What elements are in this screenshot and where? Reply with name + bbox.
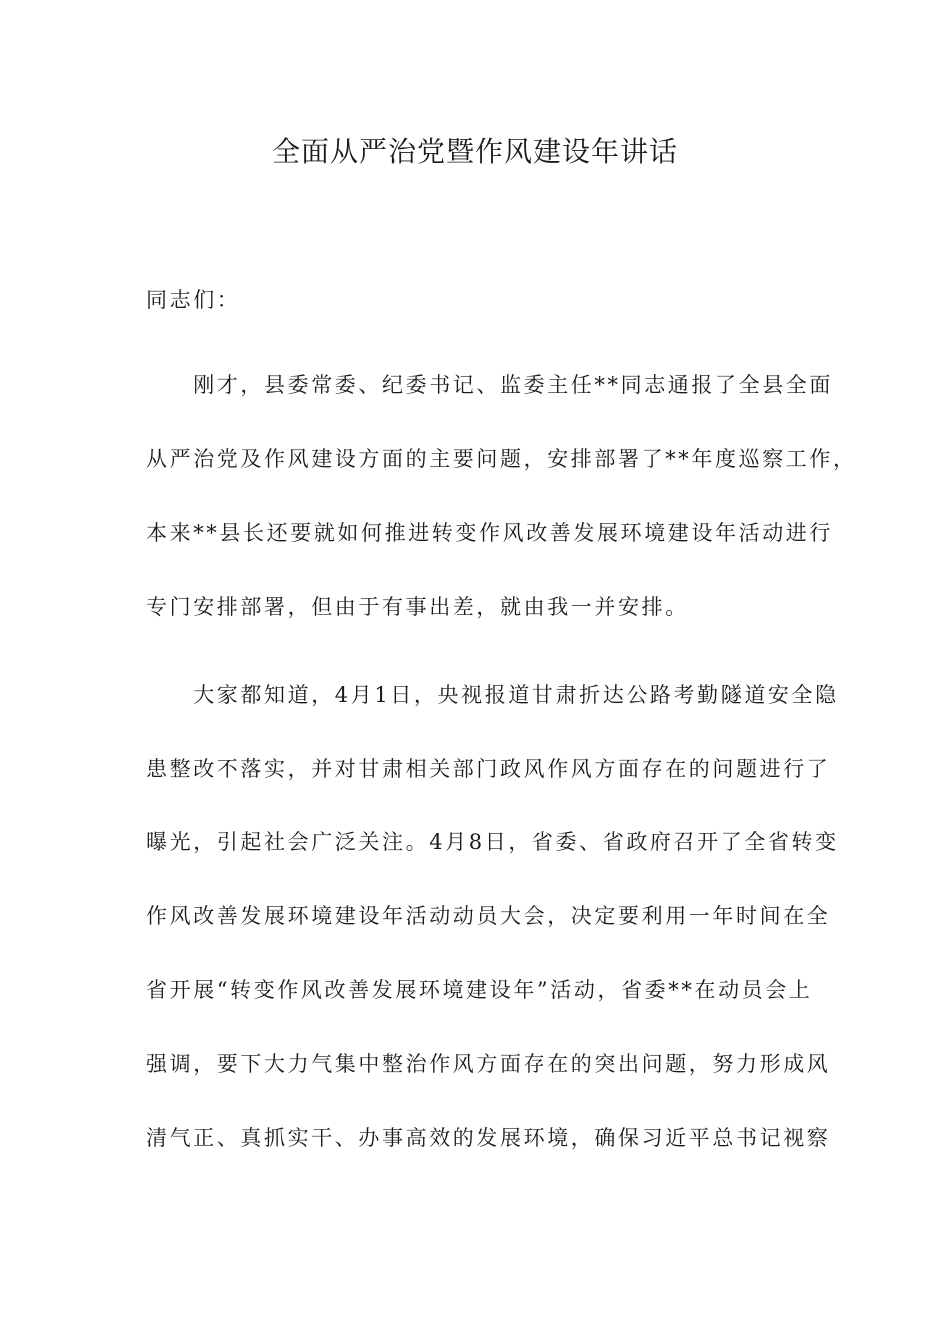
paragraph-line: 从严治党及作风建设方面的主要问题，安排部署了**年度巡察工作， bbox=[146, 447, 857, 471]
salutation: 同志们： bbox=[146, 288, 241, 312]
paragraph-line: 强调，要下大力气集中整治作风方面存在的突出问题，努力形成风 bbox=[146, 1052, 831, 1076]
paragraph-line: 患整改不落实，并对甘肃相关部门政风作风方面存在的问题进行了 bbox=[146, 757, 831, 781]
paragraph-line: 省开展“转变作风改善发展环境建设年”活动，省委**在动员会上 bbox=[146, 978, 813, 1002]
document-title: 全面从严治党暨作风建设年讲话 bbox=[271, 135, 678, 168]
paragraph-line: 本来**县长还要就如何推进转变作风改善发展环境建设年活动进行 bbox=[146, 521, 833, 545]
paragraph-line: 大家都知道，4月1日，央视报道甘肃折达公路考勤隧道安全隐 bbox=[146, 683, 839, 707]
paragraph-line: 清气正、真抓实干、办事高效的发展环境，确保习近平总书记视察 bbox=[146, 1126, 831, 1150]
paragraph-line: 曝光，引起社会广泛关注。4月8日，省委、省政府召开了全省转变 bbox=[146, 830, 839, 854]
paragraph-line: 刚才，县委常委、纪委书记、监委主任**同志通报了全县全面 bbox=[146, 373, 833, 397]
paragraph-line: 作风改善发展环境建设年活动动员大会，决定要利用一年时间在全 bbox=[146, 904, 831, 928]
paragraph-line: 专门安排部署，但由于有事出差，就由我一并安排。 bbox=[146, 595, 689, 619]
